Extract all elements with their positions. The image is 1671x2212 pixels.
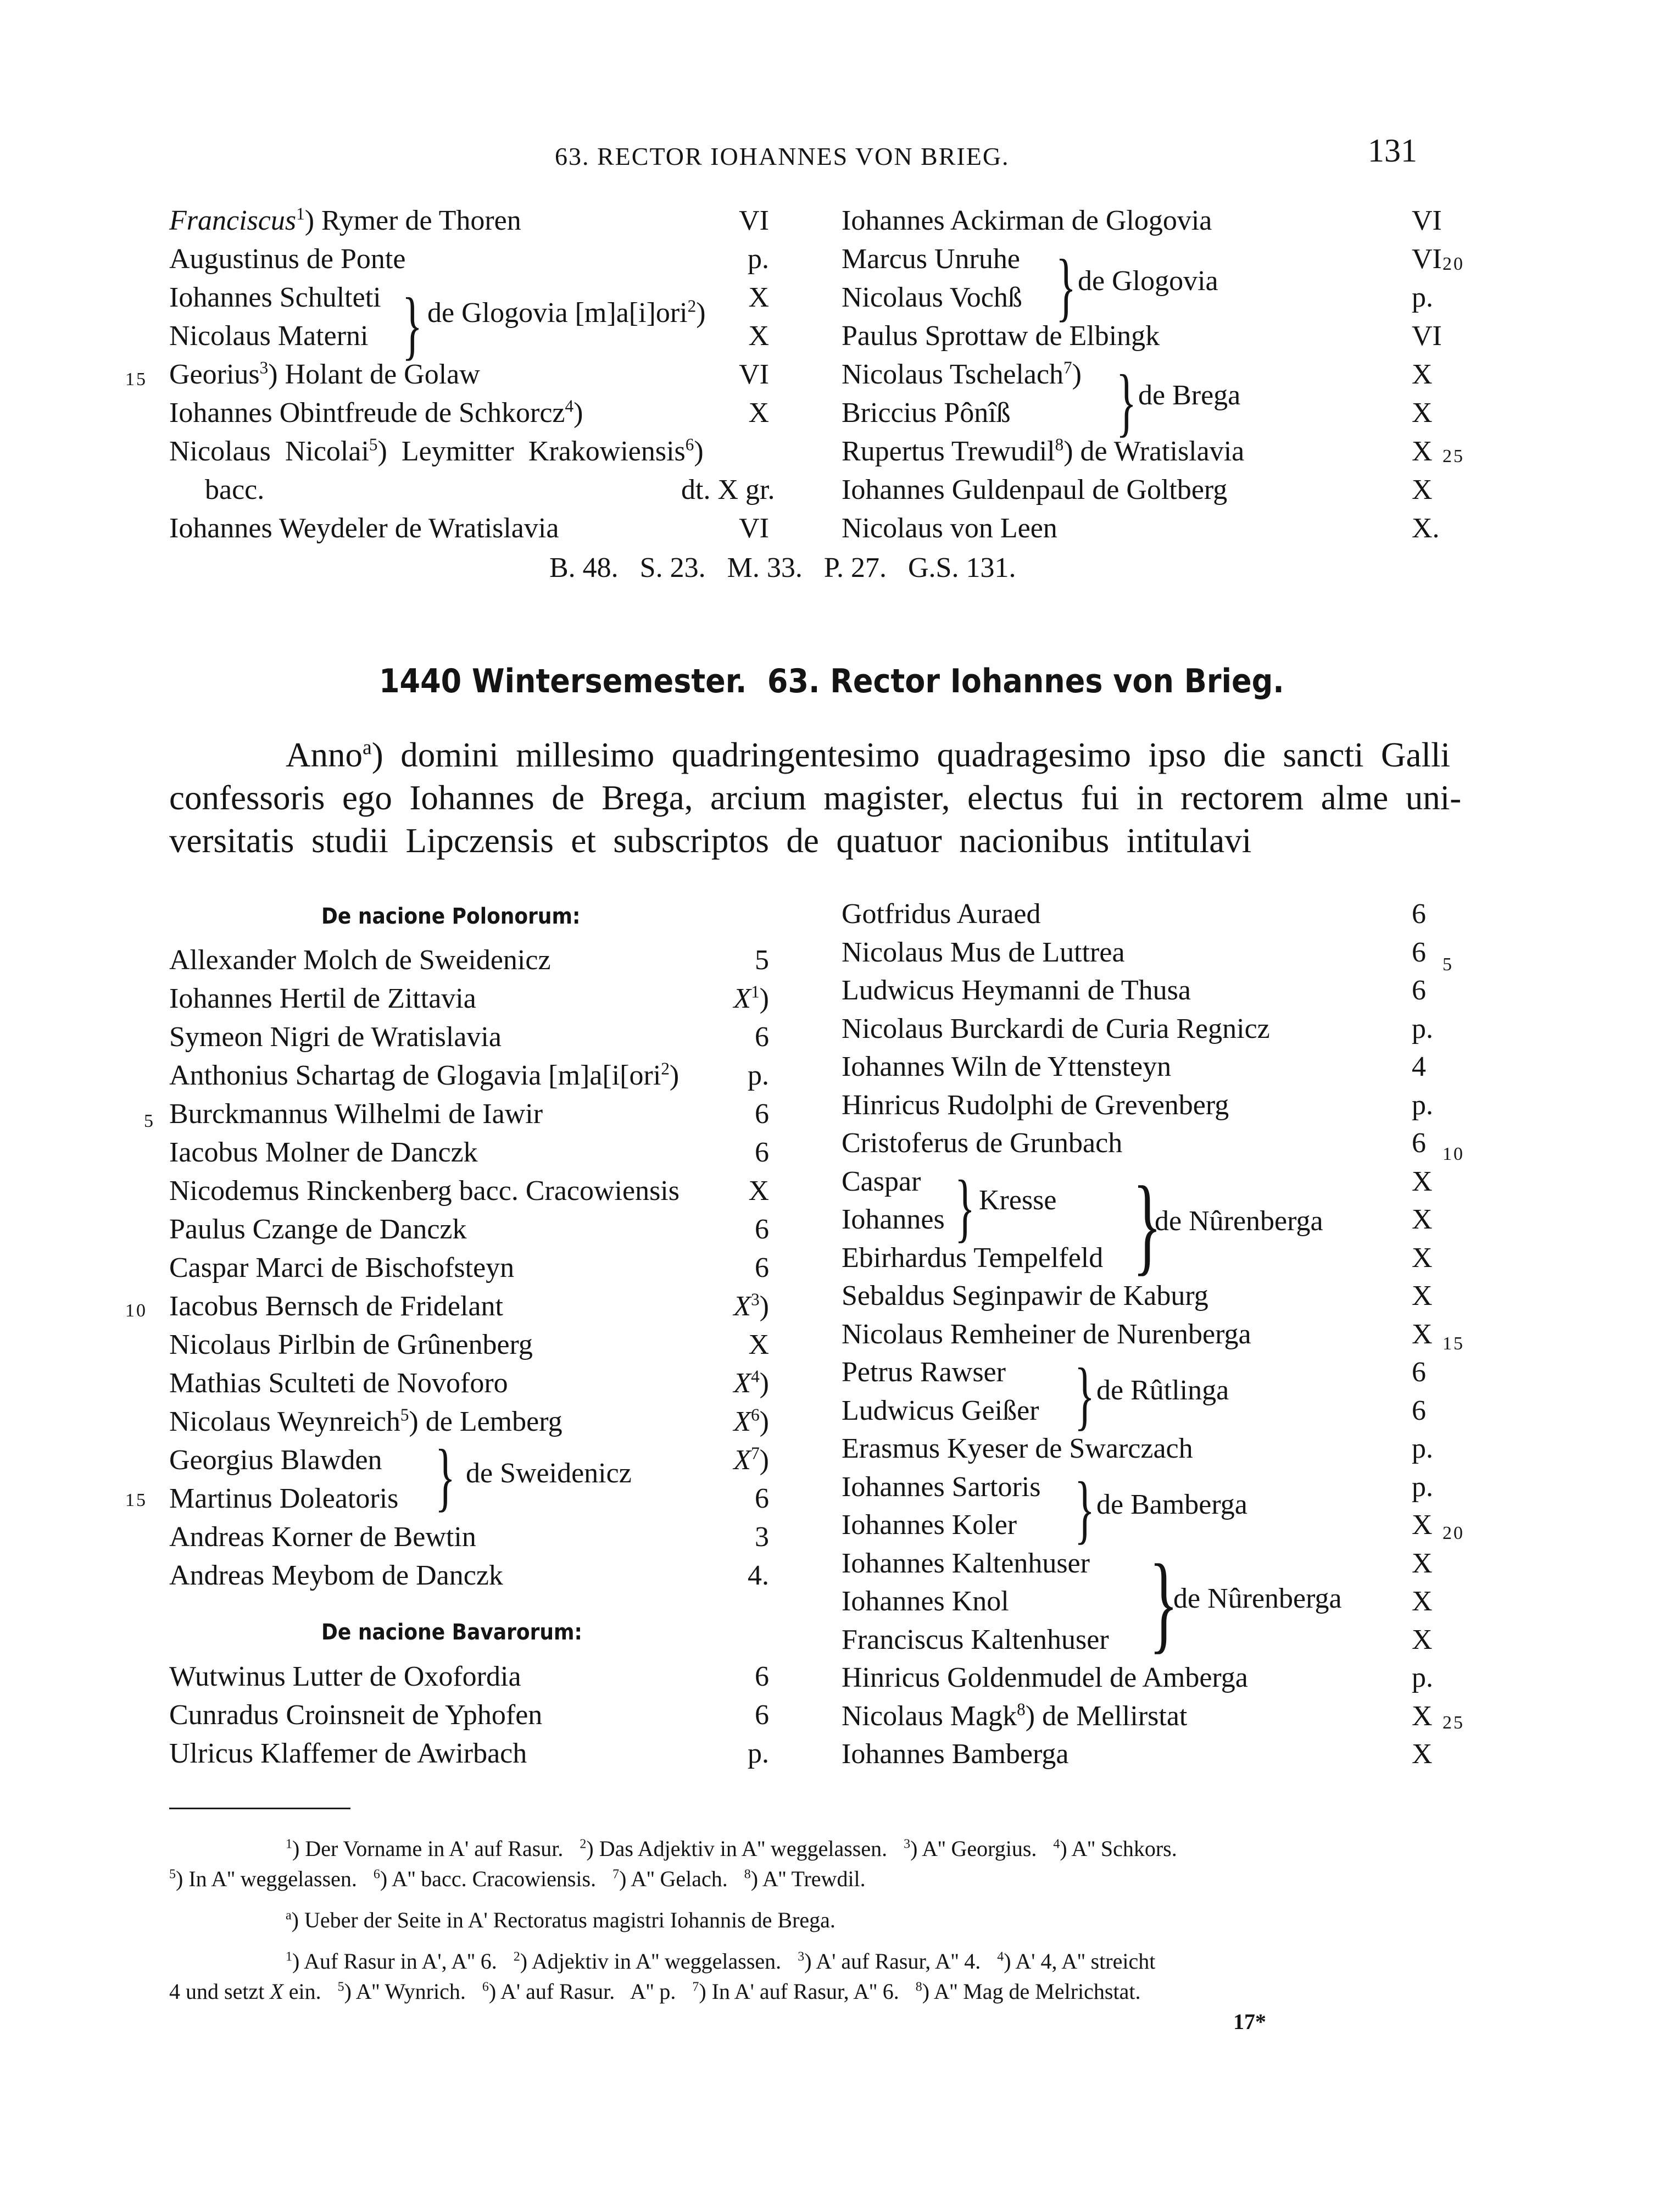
entry-value: p. — [1412, 1013, 1433, 1044]
entry-value: X — [748, 1329, 769, 1360]
entry-name: Nicolaus von Leen — [842, 513, 1057, 544]
footnote-line: $^1$) Der Vorname in A' auf Rasur. $^2$) Das Adjektiv in A'' weggelassen. $^3$) A'' Georgius. $^4$) A'' Schkors. — [286, 1836, 1177, 1861]
entry-value: 6 — [1412, 1357, 1426, 1388]
entry-name: Sebaldus Seginpawir de Kaburg — [842, 1280, 1208, 1311]
entry-value: X — [1412, 436, 1433, 467]
brace-label-glogovia: de Glogovia — [1078, 265, 1218, 297]
brace-label-rutlinga: de Rûtlinga — [1096, 1375, 1229, 1406]
entry-name: Marcus Unruhe — [842, 243, 1020, 275]
entry-name: Iohannes Kaltenhuser — [842, 1547, 1090, 1579]
nation-heading-polonorum: De nacione Polonorum: — [321, 904, 581, 929]
entry-name: Hinricus Rudolphi de Grevenberg — [842, 1089, 1229, 1121]
entry-value: $X^6$) — [733, 1405, 769, 1437]
entry-name: Caspar Marci de Bischofsteyn — [169, 1252, 515, 1283]
entry-value: VI — [1412, 243, 1442, 275]
brace-label-brega: de Brega — [1138, 380, 1241, 411]
entry-value: X — [1412, 1318, 1433, 1350]
entry-name: Andreas Meybom de Danczk — [169, 1560, 503, 1591]
brace-icon: } — [402, 282, 422, 368]
intro-line-3: versitatis studii Lipczensis et subscriptos de quatuor nacionibus intitulavi — [169, 821, 1252, 860]
entry-name: Paulus Sprottaw de Elbingk — [842, 320, 1160, 352]
entry-value: 3 — [755, 1521, 769, 1553]
entry-value: X — [1412, 474, 1433, 505]
entry-value: X — [1412, 1509, 1433, 1541]
entry-name: Augustinus de Ponte — [169, 243, 406, 275]
entry-name: Andreas Korner de Bewtin — [169, 1521, 476, 1553]
entry-name: Paulus Czange de Danczk — [169, 1214, 467, 1245]
entry-value: p. — [748, 243, 769, 275]
brace-label-kresse: Kresse — [979, 1185, 1057, 1216]
entry-name: Iohannes Hertil de Zittavia — [169, 983, 476, 1014]
entry-value: X — [1412, 1165, 1433, 1197]
line-number: 10 — [125, 1300, 147, 1321]
entry-name: Symeon Nigri de Wratislavia — [169, 1021, 502, 1053]
entry-value: 4 — [1412, 1051, 1426, 1082]
entry-value: VI — [1412, 205, 1442, 236]
entry-name: Allexander Molch de Sweidenicz — [169, 944, 551, 976]
intro-line-2: confessoris ego Iohannes de Brega, arcium magister, electus fui in rectorem alme uni- — [169, 779, 1462, 817]
entry-name: Martinus Doleatoris — [169, 1483, 399, 1514]
brace-icon: } — [955, 1165, 975, 1250]
line-number: 5 — [144, 1111, 155, 1131]
entry-name: Iohannes Obintfreude de Schkorcz$^4$) — [169, 396, 583, 429]
totals-line: B. 48. S. 23. M. 33. P. 27. G.S. 131. — [549, 552, 1016, 583]
line-number: 15 — [1442, 1333, 1464, 1354]
footnote-line: $^5$) In A'' weggelassen. $^6$) A'' bacc. Cracowiensis. $^7$) A'' Gelach. $^8$) A'' Trewdil. — [169, 1866, 866, 1891]
entry-name: Nicolaus Materni — [169, 320, 369, 352]
entry-value: VI — [739, 205, 769, 236]
entry-value: X — [1412, 1738, 1433, 1770]
entry-value: dt. X gr. — [681, 474, 775, 505]
brace-icon: } — [1074, 1353, 1095, 1438]
entry-name: Nicolaus Vochß — [842, 282, 1022, 313]
entry-value: X — [1412, 1280, 1433, 1311]
footnote-line: $^1$) Auf Rasur in A', A'' 6. $^2$) Adjektiv in A'' weggelassen. $^3$) A' auf Rasur, A'' 4. $^4$) A' 4, A'' streicht — [286, 1949, 1156, 1974]
entry-value: 6 — [755, 1098, 769, 1130]
entry-value: X — [748, 320, 769, 352]
entry-name: Iacobus Bernsch de Fridelant — [169, 1291, 503, 1322]
entry-value: p. — [1412, 1662, 1433, 1693]
entry-value: X — [1412, 1700, 1433, 1732]
entry-value: X — [1412, 1547, 1433, 1579]
entry-value: 4. — [748, 1560, 769, 1591]
entry-name: Wutwinus Lutter de Oxofordia — [169, 1661, 521, 1692]
entry-name: Anthonius Schartag de Glogavia [m]a[i[ori$^2$) — [169, 1059, 679, 1091]
entry-name: Iohannes Weydeler de Wratislavia — [169, 513, 559, 544]
entry-value: 6 — [755, 1252, 769, 1283]
entry-name: Nicolaus Tschelach$^7$) — [842, 358, 1082, 390]
entry-name: Caspar — [842, 1165, 921, 1197]
entry-name: Iohannes — [842, 1204, 945, 1235]
entry-value: X. — [1412, 513, 1440, 544]
entry-value: X — [1412, 1624, 1433, 1655]
entry-value: 6 — [755, 1661, 769, 1692]
entry-value: p. — [748, 1060, 769, 1091]
entry-name: Ludwicus Geißer — [842, 1394, 1039, 1426]
entry-value: p. — [748, 1738, 769, 1769]
entry-value: p. — [1412, 282, 1433, 313]
entry-name: Iacobus Molner de Danczk — [169, 1137, 478, 1168]
entry-value: X — [748, 397, 769, 429]
entry-name: Franciscus Kaltenhuser — [842, 1624, 1109, 1655]
signature-mark: 17* — [1233, 2009, 1266, 2034]
entry-name: Burckmannus Wilhelmi de Iawir — [169, 1098, 543, 1130]
entry-value: VI — [739, 359, 769, 390]
entry-value: X — [1412, 1242, 1433, 1274]
entry-value: $X^1$) — [733, 982, 769, 1014]
intro-line-1: Anno$^a$) domini millesimo quadringentesimo quadragesimo ipso die sancti Galli — [286, 736, 1450, 774]
entry-value: 6 — [1412, 936, 1426, 968]
entry-value: 6 — [755, 1021, 769, 1053]
entry-value: p. — [1412, 1471, 1433, 1503]
entry-name: Iohannes Guldenpaul de Goltberg — [842, 474, 1228, 505]
entry-value: 6 — [1412, 898, 1426, 930]
entry-value: X — [748, 1175, 769, 1207]
entry-value: 6 — [1412, 1394, 1426, 1426]
brace-label-bamberga: de Bamberga — [1096, 1489, 1247, 1520]
brace-icon: } — [1116, 359, 1137, 444]
line-number: 15 — [125, 369, 147, 390]
entry-name: Nicolaus Nicolai$^5$) Leymitter Krakowiensis$^6$) — [169, 435, 704, 467]
entry-value: 6 — [755, 1214, 769, 1245]
entry-name: Iohannes Bamberga — [842, 1738, 1069, 1770]
brace-label-sweidenicz: de Sweidenicz — [466, 1458, 632, 1489]
entry-value: 6 — [755, 1699, 769, 1731]
entry-value: X — [1412, 359, 1433, 390]
entry-value: $X^7$) — [733, 1443, 769, 1476]
entry-value: X — [748, 282, 769, 313]
entry-name: Iohannes Schulteti — [169, 282, 381, 313]
entry-value: $X^3$) — [733, 1290, 769, 1322]
entry-name: Nicolaus Pirlbin de Grûnenberg — [169, 1329, 533, 1360]
entry-name: Iohannes Ackirman de Glogovia — [842, 205, 1212, 236]
entry-name: Erasmus Kyeser de Swarczach — [842, 1433, 1193, 1464]
line-number: 20 — [1442, 1523, 1464, 1543]
entry-name: Ebirhardus Tempelfeld — [842, 1242, 1104, 1274]
line-number: 10 — [1442, 1144, 1464, 1164]
entry-name: Gotfridus Auraed — [842, 898, 1041, 930]
line-number: 20 — [1442, 254, 1464, 274]
line-number: 15 — [125, 1490, 147, 1510]
entry-value: 6 — [755, 1483, 769, 1514]
footnote-line: 4 und setzt X ein. $^5$) A'' Wynrich. $^6$) A' auf Rasur. A'' p. $^7$) In A' auf Rasur, A'' 6. $^8$) A'' Mag de Melrichstat. — [169, 1979, 1141, 2004]
entry-value: X — [1412, 1204, 1433, 1235]
entry-name: Nicolaus Remheiner de Nurenberga — [842, 1318, 1251, 1350]
footnote-line: $^a$) Ueber der Seite in A' Rectoratus magistri Iohannis de Brega. — [286, 1908, 836, 1932]
nation-heading-bavarorum: De nacione Bavarorum: — [321, 1620, 582, 1645]
entry-name: Nicolaus Mus de Luttrea — [842, 936, 1125, 968]
entry-name: Iohannes Koler — [842, 1509, 1017, 1541]
entry-name: Iohannes Sartoris — [842, 1471, 1041, 1503]
line-number: 5 — [1442, 954, 1453, 975]
entry-value: 6 — [755, 1137, 769, 1168]
entry-value: p. — [1412, 1089, 1433, 1121]
entry-name: Ludwicus Heymanni de Thusa — [842, 975, 1191, 1006]
entry-name: Petrus Rawser — [842, 1357, 1006, 1388]
entry-name: bacc. — [169, 474, 265, 505]
entry-value: X — [1412, 1586, 1433, 1617]
brace-label-nurenberga-2: de Nûrenberga — [1173, 1583, 1342, 1614]
entry-name: Mathias Sculteti de Novoforo — [169, 1368, 508, 1399]
entry-name: Franciscus$^1$) Rymer de Thoren — [169, 204, 521, 236]
entry-value: X — [1412, 397, 1433, 429]
entry-name: Nicolaus Magk$^8$) de Mellirstat — [842, 1699, 1188, 1732]
entry-name: Rupertus Trewudil$^8$) de Wratislavia — [842, 435, 1245, 467]
entry-value: 6 — [1412, 1127, 1426, 1159]
footnote-rule — [169, 1808, 350, 1809]
brace-icon: } — [435, 1434, 455, 1519]
entry-name: Iohannes Knol — [842, 1586, 1009, 1617]
entry-name: Ulricus Klaffemer de Awirbach — [169, 1738, 527, 1769]
brace-icon: } — [1133, 1164, 1162, 1286]
entry-name: Briccius Pônîß — [842, 397, 1011, 429]
section-title: 1440 Wintersemester. 63. Rector Iohannes von Brieg. — [379, 662, 1284, 701]
page-number: 131 — [1368, 132, 1417, 169]
entry-name: Hinricus Goldenmudel de Amberga — [842, 1662, 1248, 1693]
entry-name: Cristoferus de Grunbach — [842, 1127, 1123, 1159]
brace-icon: } — [1074, 1466, 1095, 1552]
running-title: 63. RECTOR IOHANNES VON BRIEG. — [555, 142, 1010, 170]
entry-value: 6 — [1412, 975, 1426, 1006]
entry-name: Georius$^3$) Holant de Golaw — [169, 358, 480, 390]
brace-label-nurenberga: de Nûrenberga — [1155, 1205, 1323, 1237]
entry-value: VI — [1412, 320, 1442, 352]
entry-value: $X^4$) — [733, 1366, 769, 1399]
entry-name: Nicolaus Burckardi de Curia Regnicz — [842, 1013, 1270, 1044]
entry-name: Cunradus Croinsneit de Yphofen — [169, 1699, 543, 1731]
entry-value: VI — [739, 513, 769, 544]
entry-name: Georgius Blawden — [169, 1444, 382, 1476]
entry-name: Nicolaus Weynreich$^5$) de Lemberg — [169, 1405, 562, 1437]
line-number: 25 — [1442, 446, 1464, 466]
entry-value: p. — [1412, 1433, 1433, 1464]
entry-name: Nicodemus Rinckenberg bacc. Cracowiensis — [169, 1175, 679, 1207]
brace-label-glogovia-maiori: de Glogovia [m]a[i]ori$^2$) — [427, 296, 706, 329]
line-number: 25 — [1442, 1713, 1464, 1733]
entry-name: Iohannes Wiln de Yttensteyn — [842, 1051, 1172, 1082]
brace-icon: } — [1149, 1542, 1178, 1664]
entry-value: 5 — [755, 944, 769, 976]
brace-icon: } — [1056, 244, 1076, 329]
